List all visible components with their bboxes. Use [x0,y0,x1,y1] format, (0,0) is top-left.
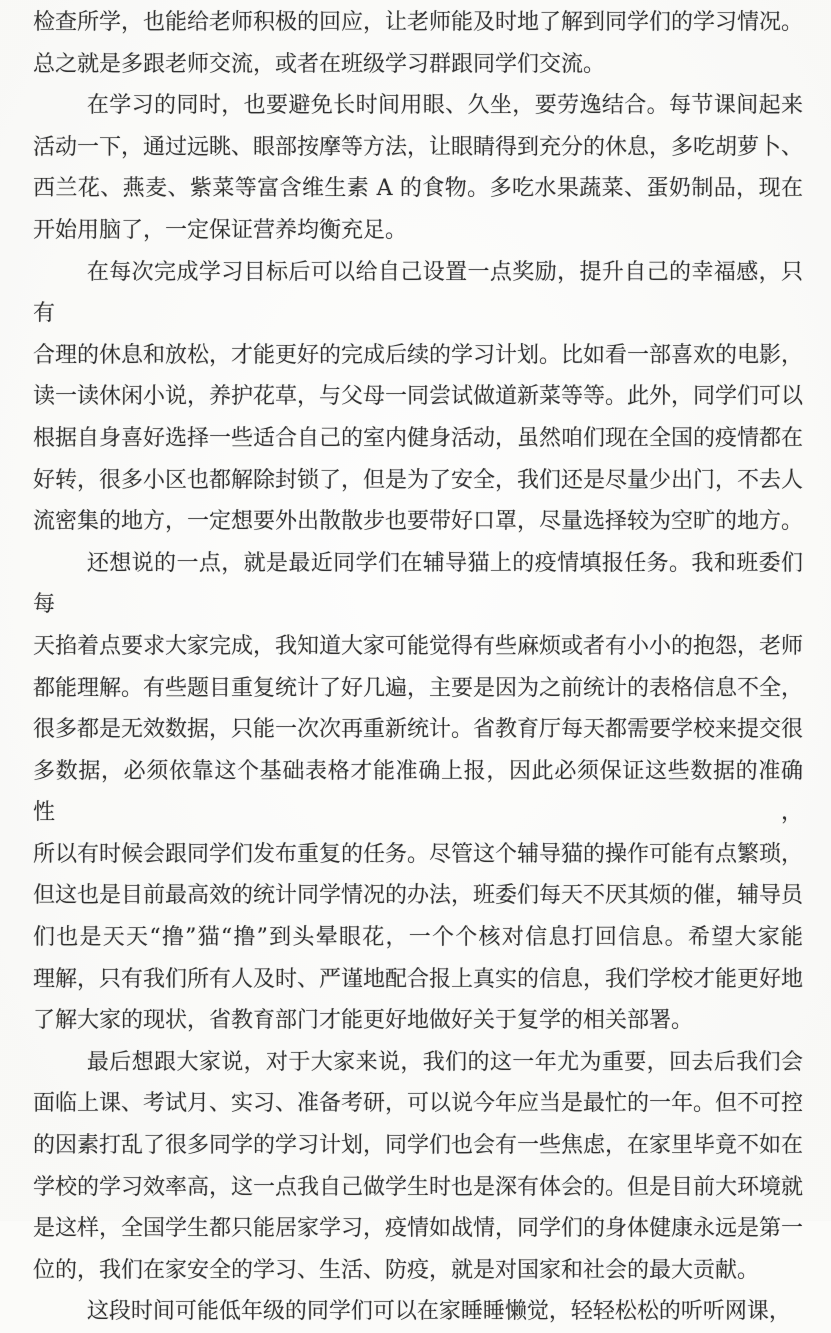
text-line: 好转，很多小区也都解除封锁了，但是为了安全，我们还是尽量少出门，不去人 [33,460,803,502]
document-text-block [33,2,803,1333]
text-line: 面临上课、考试月、实习、准备考研，可以说今年应当是最忙的一年。但不可控 [33,1083,803,1125]
text-line: 根据自身喜好选择一些适合自己的室内健身活动，虽然咱们现在全国的疫情都在 [33,418,803,460]
text-line: 很多都是无效数据，只能一次次再重新统计。省教育厅每天都需要学校来提交很 [33,709,803,751]
text-line: 位的，我们在家安全的学习、生活、防疫，就是对国家和社会的最大贡献。 [33,1250,803,1292]
text-line: 合理的休息和放松，才能更好的完成后续的学习计划。比如看一部喜欢的电影， [33,335,803,377]
text-line: 检查所学，也能给老师积极的回应，让老师能及时地了解到同学们的学习情况。 [33,2,803,44]
text-line: 天掐着点要求大家完成，我知道大家可能觉得有些麻烦或者有小小的抱怨，老师 [33,626,803,668]
text-line: 在每次完成学习目标后可以给自己设置一点奖励，提升自己的幸福感，只有 [33,252,803,335]
text-line: 但这也是目前最高效的统计同学情况的办法，班委们每天不厌其烦的催，辅导员 [33,875,803,917]
text-line: 开始用脑了，一定保证营养均衡充足。 [33,210,803,252]
text-line: 流密集的地方，一定想要外出散散步也要带好口罩，尽量选择较为空旷的地方。 [33,501,803,543]
text-line: 还想说的一点，就是最近同学们在辅导猫上的疫情填报任务。我和班委们每 [33,543,803,626]
text-line: 活动一下，通过远眺、眼部按摩等方法，让眼睛得到充分的休息，多吃胡萝卜、 [33,127,803,169]
text-line: 这段时间可能低年级的同学们可以在家睡睡懒觉，轻轻松松的听听网课， [33,1291,803,1333]
text-line: 是这样，全国学生都只能居家学习，疫情如战情，同学们的身体健康永远是第一 [33,1208,803,1250]
text-line: 们也是天天“撸”猫“撸”到头晕眼花，一个个核对信息打回信息。希望大家能 [33,917,803,959]
text-line: 了解大家的现状，省教育部门才能更好地做好关于复学的相关部署。 [33,1000,803,1042]
text-line: 学校的学习效率高，这一点我自己做学生时也是深有体会的。但是目前大环境就 [33,1167,803,1209]
text-line: 所以有时候会跟同学们发布重复的任务。尽管这个辅导猫的操作可能有点繁琐， [33,834,803,876]
text-line: 在学习的同时，也要避免长时间用眼、久坐，要劳逸结合。每节课间起来 [33,85,803,127]
text-line: 理解，只有我们所有人及时、严谨地配合报上真实的信息，我们学校才能更好地 [33,959,803,1001]
text-line: 的因素打乱了很多同学的学习计划，同学们也会有一些焦虑，在家里毕竟不如在 [33,1125,803,1167]
text-line: 都能理解。有些题目重复统计了好几遍，主要是因为之前统计的表格信息不全， [33,668,803,710]
text-line: 最后想跟大家说，对于大家来说，我们的这一年尤为重要，回去后我们会 [33,1042,803,1084]
text-line: 总之就是多跟老师交流，或者在班级学习群跟同学们交流。 [33,44,803,86]
text-line: 西兰花、燕麦、紫菜等富含维生素 A 的食物。多吃水果蔬菜、蛋奶制品，现在 [33,168,803,210]
text-line: 多数据，必须依靠这个基础表格才能准确上报，因此必须保证这些数据的准确性， [33,751,803,834]
text-line: 读一读休闲小说，养护花草，与父母一同尝试做道新菜等等。此外，同学们可以 [33,376,803,418]
